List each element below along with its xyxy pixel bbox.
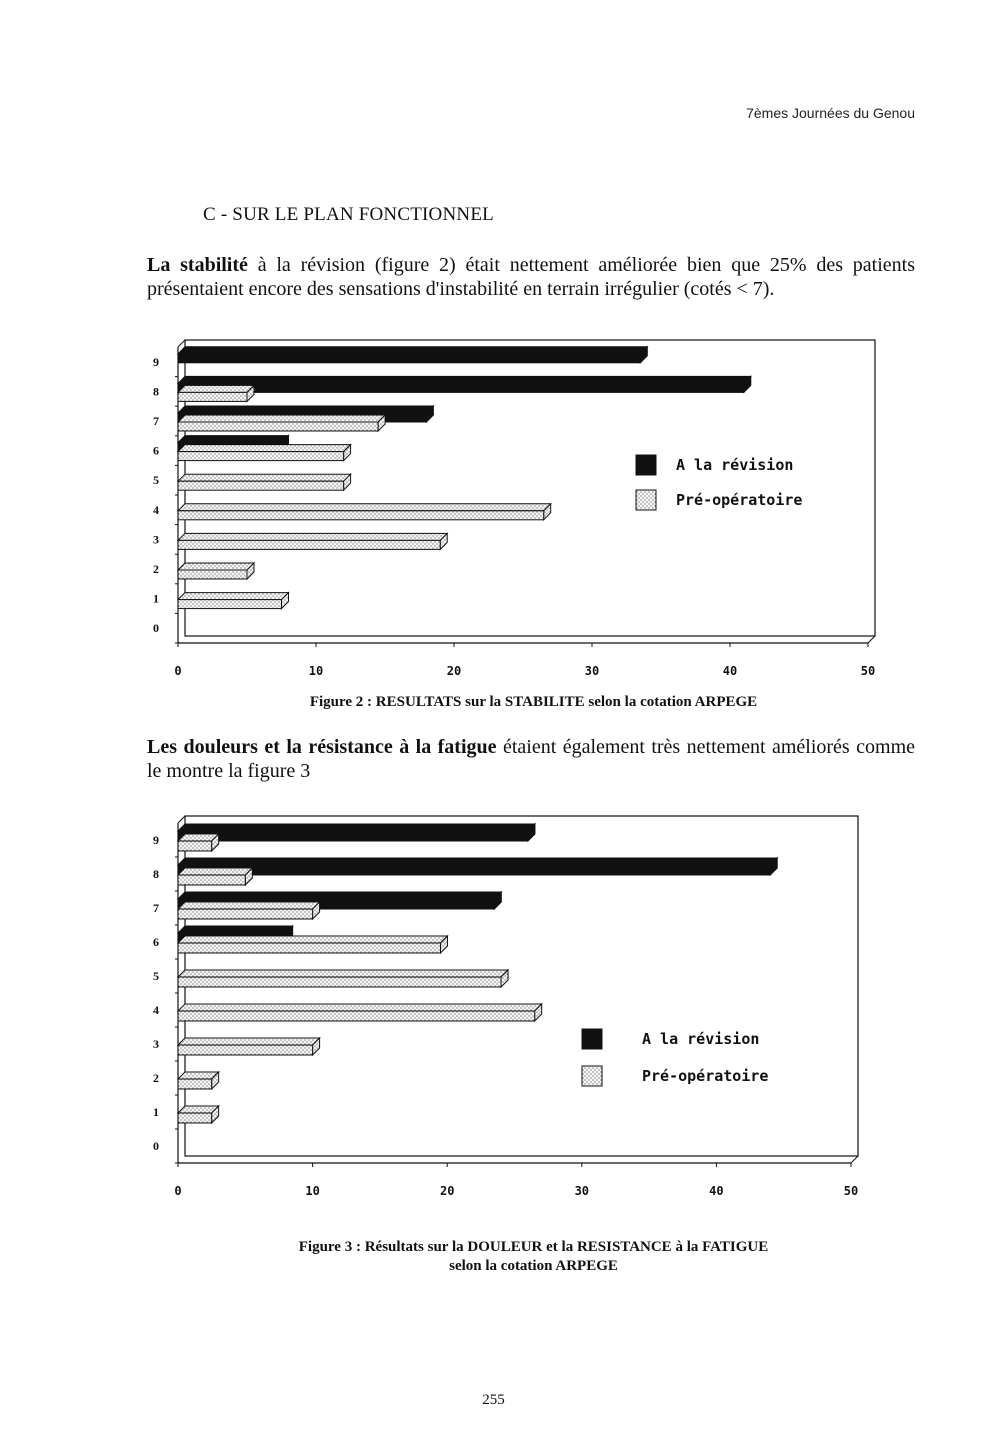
figure-3-caption-line2: selon la cotation ARPEGE <box>449 1258 618 1274</box>
legend-swatch-preop <box>636 490 656 510</box>
paragraph-bold-lead: Les douleurs et la résistance à la fatigue <box>147 736 497 758</box>
x-tick-label: 40 <box>709 1184 724 1198</box>
legend-label-revision: A la révision <box>676 456 794 474</box>
x-tick-label: 10 <box>308 664 324 678</box>
y-tick-label: 1 <box>153 591 159 606</box>
paragraph-bold-lead: La stabilité <box>147 254 248 276</box>
section-title: C - SUR LE PLAN FONCTIONNEL <box>203 204 494 225</box>
y-tick-label: 2 <box>153 1071 159 1085</box>
x-tick-label: 30 <box>574 1184 590 1198</box>
y-tick-label: 3 <box>153 1037 159 1051</box>
paragraph-pain-fatigue <box>147 735 915 783</box>
bar-preop <box>178 936 447 953</box>
y-tick-label: 0 <box>153 1139 159 1153</box>
figure-2-caption: Figure 2 : RESULTATS sur la STABILITE selon la cotation ARPEGE <box>309 694 758 710</box>
frame-edge <box>178 340 185 347</box>
bar-preop <box>178 902 320 919</box>
bar-preop <box>178 1072 219 1089</box>
y-tick-label: 4 <box>153 502 159 517</box>
x-tick-label: 20 <box>439 1184 455 1198</box>
bar-revision <box>178 376 751 392</box>
paragraph-body: étaient également très nettement améliorés comme le montre la figure 3 <box>147 736 916 782</box>
x-tick-label: 0 <box>174 1184 182 1198</box>
y-tick-label: 6 <box>153 443 159 458</box>
x-tick-label: 30 <box>584 664 600 678</box>
bar-revision <box>178 858 777 875</box>
bar-preop <box>178 834 219 851</box>
bar-preop <box>178 504 551 520</box>
legend-label-preop: Pré-opératoire <box>676 491 803 509</box>
y-tick-label: 4 <box>153 1003 159 1017</box>
y-tick-label: 0 <box>153 621 159 636</box>
paragraph-stability <box>147 253 915 301</box>
y-tick-label: 3 <box>153 532 159 547</box>
y-tick-label: 7 <box>153 901 159 915</box>
chart-stability <box>0 335 987 680</box>
figure-3-caption <box>40 1238 987 1276</box>
legend-swatch-revision <box>636 455 656 475</box>
page-number: 255 <box>482 1392 505 1408</box>
frame-edge <box>851 1156 858 1163</box>
y-tick-label: 6 <box>153 935 159 949</box>
x-tick-label: 50 <box>843 1184 859 1198</box>
frame-edge <box>868 636 875 643</box>
y-tick-label: 8 <box>153 384 159 399</box>
bar-revision <box>178 347 647 363</box>
bar-preop <box>178 1004 542 1021</box>
bar-preop <box>178 1106 219 1123</box>
bar-preop <box>178 970 508 987</box>
chart-pain-fatigue <box>0 815 987 1200</box>
paragraph-body: à la révision (figure 2) était nettement améliorée bien que 25% des patients présentaient encore des sensations d'instabilité en terrain irrégulier (cotés < 7). <box>147 254 915 300</box>
legend-swatch-revision <box>582 1029 602 1049</box>
y-tick-label: 8 <box>153 867 159 881</box>
bar-preop <box>178 1038 320 1055</box>
bar-preop <box>178 415 385 431</box>
x-tick-label: 40 <box>722 664 738 678</box>
bar-revision <box>178 824 535 841</box>
bar-preop <box>178 563 254 579</box>
bar-preop <box>178 445 351 461</box>
bar-preop <box>178 868 252 885</box>
bar-preop <box>178 385 254 401</box>
y-tick-label: 7 <box>153 414 159 428</box>
legend-label-revision: A la révision <box>642 1030 760 1048</box>
bar-preop <box>178 474 351 490</box>
y-tick-label: 9 <box>153 833 159 847</box>
bar-preop <box>178 593 289 609</box>
frame-edge <box>178 816 185 823</box>
y-tick-label: 5 <box>153 473 159 488</box>
running-header: 7èmes Journées du Genou <box>746 105 915 121</box>
y-tick-label: 9 <box>153 354 159 369</box>
x-tick-label: 0 <box>174 664 182 678</box>
x-tick-label: 50 <box>860 664 876 678</box>
y-tick-label: 5 <box>153 969 159 983</box>
legend-label-preop: Pré-opératoire <box>642 1067 769 1085</box>
y-tick-label: 1 <box>153 1105 159 1119</box>
y-tick-label: 2 <box>153 562 159 576</box>
x-tick-label: 20 <box>446 664 462 678</box>
legend-swatch-preop <box>582 1066 602 1086</box>
figure-3-caption-line1: Figure 3 : Résultats sur la DOULEUR et la RESISTANCE à la FATIGUE <box>298 1239 769 1255</box>
x-tick-label: 10 <box>305 1184 320 1198</box>
bar-preop <box>178 533 447 549</box>
